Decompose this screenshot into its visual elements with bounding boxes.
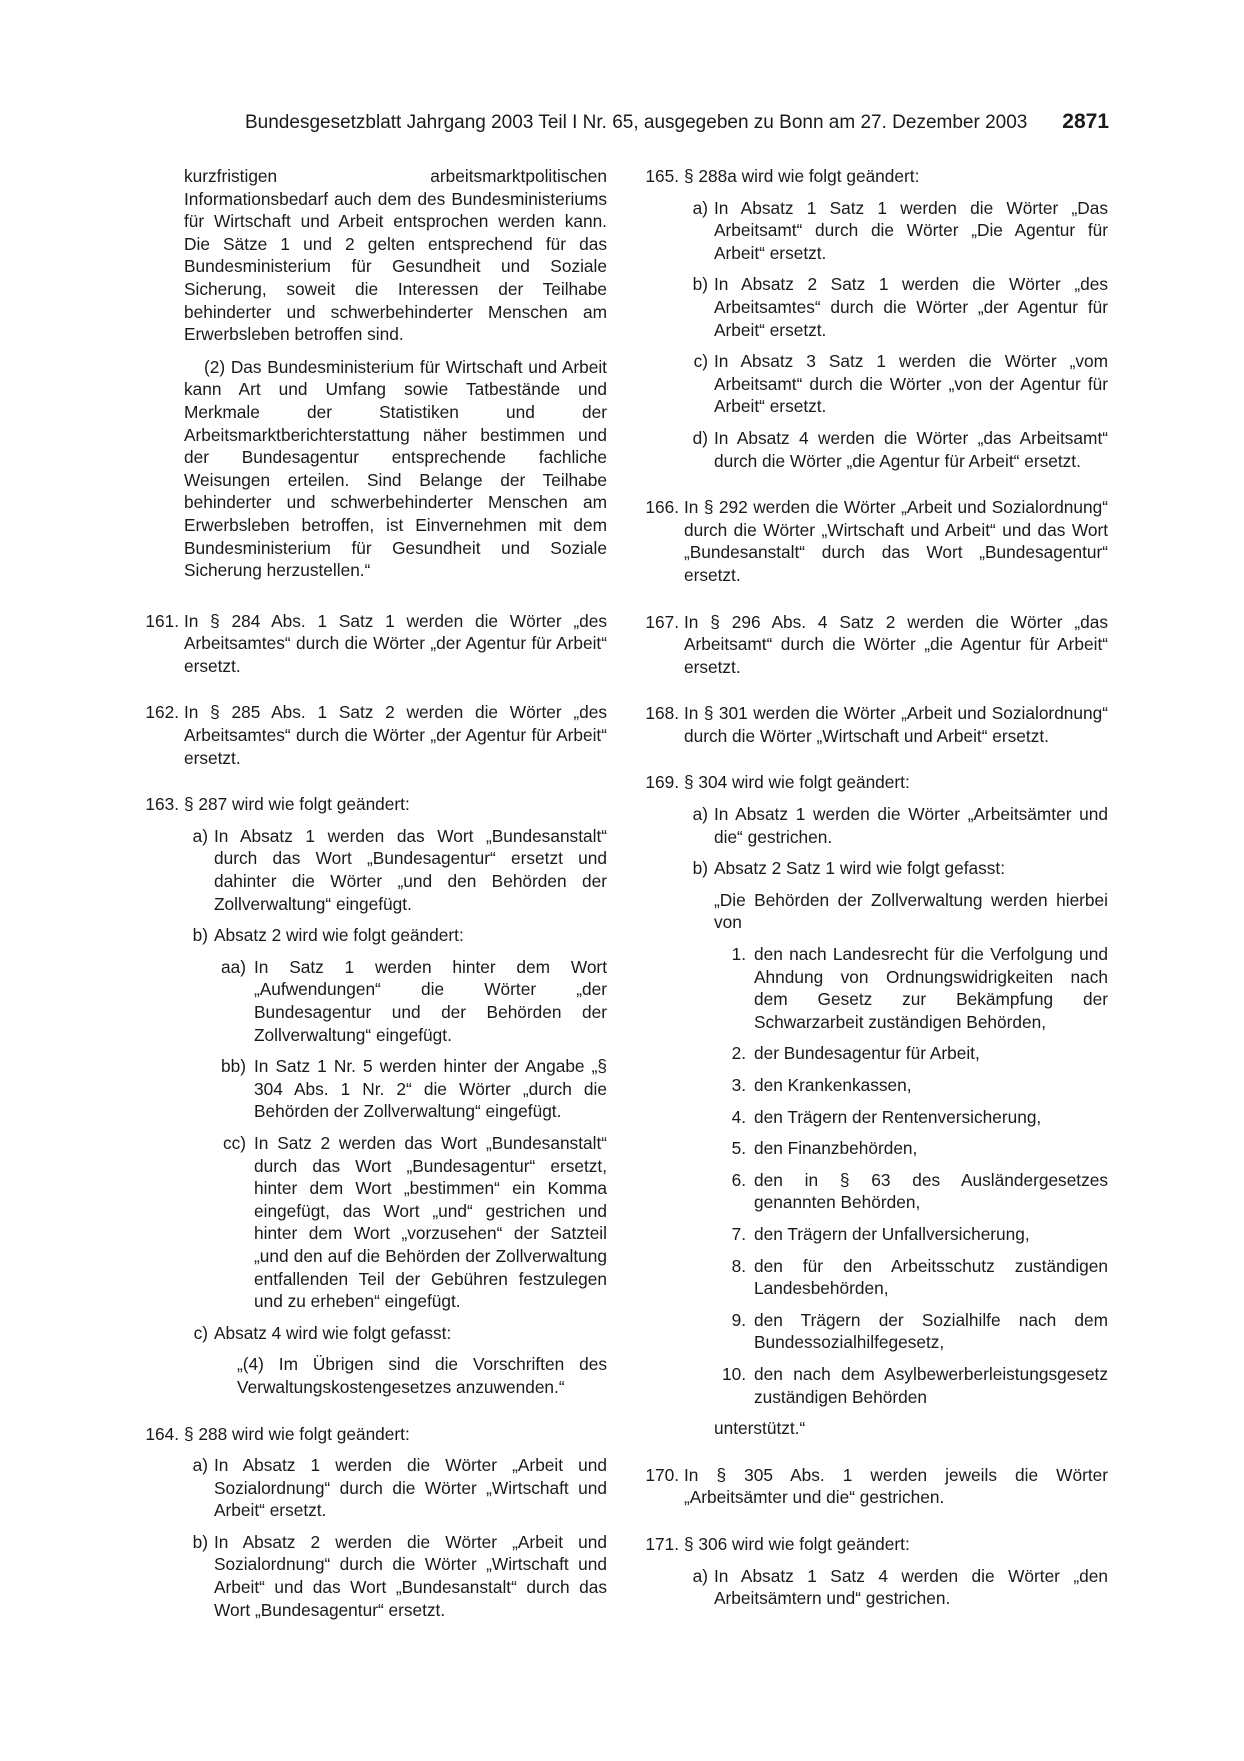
list-item-text: den Trägern der Sozialhilfe nach dem Bundessozialhilfegesetz, [754, 1309, 1108, 1353]
running-header: Bundesgesetzblatt Jahrgang 2003 Teil I Nr. 65, ausgegeben zu Bonn am 27. Dezember 2003 [245, 112, 1028, 133]
sub-item-text: In Absatz 1 werden die Wörter „Arbeitsämter und die“ gestrichen. [714, 804, 1108, 847]
item-number: 163. [145, 794, 179, 815]
quoted-intro: „Die Behörden der Zollverwaltung werden hierbei von [714, 889, 1108, 933]
item-text: § 288 wird wie folgt geändert: [184, 1423, 410, 1444]
amendment-item-171 [635, 1533, 1108, 1610]
list-item-label: 8. [731, 1255, 746, 1276]
sub-item-a [684, 197, 1108, 265]
sub-item-text: Absatz 2 Satz 1 wird wie folgt gefasst: [714, 858, 1006, 879]
sub-item-b [184, 924, 607, 1313]
list-item-text: der Bundesagentur für Arbeit, [754, 1043, 980, 1064]
amendment-item-161 [135, 610, 607, 678]
list-item [714, 1255, 1108, 1300]
list-item-label: 2. [731, 1043, 746, 1064]
item-number: 164. [145, 1423, 179, 1444]
amendment-item-166 [635, 496, 1108, 586]
list-item [714, 1169, 1108, 1214]
continued-paragraph: (2) Das Bundesministerium für Wirtschaft und Arbeit kann Art und Umfang sowie Tatbestände und Merkmale der Statistiken und der Arbeitsmarktberichterstattung näher bestimmen und der Bundesagentur entsprechende fachliche Weisungen erteilen. Sind Belange der Teilhabe behinderter und schwerbehinderter Menschen am Erwerbsleben betroffen, ist Einvernehmen mit dem Bundesministerium für Gesundheit und Soziale Sicherung herzustellen.“ [184, 356, 607, 581]
list-item-label: 5. [731, 1138, 746, 1159]
item-number: 170. [645, 1464, 679, 1485]
item-text: In § 305 Abs. 1 werden jeweils die Wörter „Arbeitsämter und die“ gestrichen. [684, 1464, 1108, 1508]
list-item [714, 1223, 1108, 1246]
sub-sub-item-text: In Satz 1 werden hinter dem Wort „Aufwendungen“ die Wörter „der Bundesagentur und der Behörden der Zollverwaltung“ eingefügt. [254, 956, 607, 1045]
sub-item-c [684, 350, 1108, 418]
sub-item-text: Absatz 2 wird wie folgt geändert: [214, 925, 464, 946]
sub-item-label: d) [692, 427, 708, 448]
list-item-text: den nach Landesrecht für die Verfolgung und Ahndung von Ordnungswidrigkeiten nach dem Gesetz zur Bekämpfung der Schwarzarbeit zuständigen Behörden, [754, 944, 1108, 1032]
list-item-label: 4. [731, 1106, 746, 1127]
page-header [0, 110, 1244, 140]
list-item-label: 7. [731, 1223, 746, 1244]
item-number: 169. [645, 772, 679, 793]
list-item [714, 1106, 1108, 1129]
sub-item-label: a) [192, 1455, 208, 1476]
sub-sub-item-label: aa) [221, 956, 246, 977]
list-item-text: den Krankenkassen, [754, 1075, 912, 1095]
sub-item-text: In Absatz 1 werden die Wörter „Arbeit und Sozialordnung“ durch die Wörter „Wirtschaft und Arbeit“ ersetzt. [214, 1455, 607, 1521]
item-number: 167. [645, 611, 679, 632]
list-item-label: 10. [721, 1363, 746, 1384]
item-text: § 287 wird wie folgt geändert: [184, 794, 410, 815]
sub-item-label: c) [193, 1322, 208, 1343]
list-item-label: 6. [731, 1169, 746, 1190]
sub-item-label: b) [192, 1531, 208, 1552]
continued-paragraph: kurzfristigen arbeitsmarktpolitischen Informationsbedarf auch dem des Bundesministeriums für Wirtschaft und Arbeit entsprochen werden kann. Die Sätze 1 und 2 gelten entsprechend für das Bundesministerium für Gesundheit und Soziale Sicherung, soweit die Interessen der Teilhabe behinderter und schwerbehinderter Menschen am Erwerbsleben betroffen sind. [184, 166, 607, 345]
list-item-text: den Trägern der Unfallversicherung, [754, 1223, 1030, 1244]
item-text: In § 292 werden die Wörter „Arbeit und Sozialordnung“ durch die Wörter „Wirtschaft und Arbeit“ und das Wort „Bundesanstalt“ durch das Wort „Bundesagentur“ ersetzt. [684, 497, 1108, 585]
page-number: 2871 [1062, 110, 1109, 133]
list-item [714, 1363, 1108, 1408]
sub-sub-item-text: In Satz 1 Nr. 5 werden hinter der Angabe „§ 304 Abs. 1 Nr. 2“ die Wörter „durch die Behörden der Zollverwaltung“ eingefügt. [254, 1056, 607, 1122]
item-text: In § 284 Abs. 1 Satz 1 werden die Wörter „des Arbeitsamtes“ durch die Wörter „der Agentur für Arbeit“ ersetzt. [184, 610, 607, 676]
sub-item-text: In Absatz 2 Satz 1 werden die Wörter „des Arbeitsamtes“ durch die Wörter „der Agentur für Arbeit“ ersetzt. [714, 274, 1108, 340]
list-item-text: den für den Arbeitsschutz zuständigen Landesbehörden, [754, 1255, 1108, 1299]
item-number: 162. [145, 702, 179, 723]
left-column [135, 165, 607, 1645]
list-item-text: den in § 63 des Ausländergesetzes genannten Behörden, [754, 1169, 1108, 1213]
sub-item-label: b) [192, 925, 208, 946]
item-number: 165. [645, 166, 679, 186]
amendment-item-163 [135, 793, 607, 1398]
sub-sub-item-bb [214, 1055, 607, 1123]
item-number: 166. [645, 497, 679, 518]
amendment-item-168 [635, 702, 1108, 747]
sub-item-b [184, 1531, 607, 1621]
list-item-label: 1. [731, 944, 746, 965]
list-item-text: den nach dem Asylbewerberleistungsgesetz zuständigen Behörden [754, 1363, 1108, 1407]
item-text: In § 301 werden die Wörter „Arbeit und Sozialordnung“ durch die Wörter „Wirtschaft und Arbeit“ ersetzt. [684, 703, 1108, 746]
list-item-label: 9. [731, 1309, 746, 1330]
quoted-closing: unterstützt.“ [714, 1418, 806, 1439]
sub-item-a [184, 825, 607, 915]
sub-sub-item-label: bb) [221, 1056, 246, 1077]
amendment-item-167 [635, 611, 1108, 679]
item-number: 171. [645, 1533, 679, 1554]
sub-item-label: c) [693, 351, 708, 372]
sub-item-label: a) [192, 825, 208, 846]
right-column [635, 165, 1108, 1634]
sub-item-text: In Absatz 3 Satz 1 werden die Wörter „vom Arbeitsamt“ durch die Wörter „von der Agentur für Arbeit“ ersetzt. [714, 351, 1108, 417]
sub-item-text: In Absatz 1 Satz 1 werden die Wörter „Das Arbeitsamt“ durch die Wörter „Die Agentur für Arbeit“ ersetzt. [714, 197, 1108, 263]
list-item-text: den Finanzbehörden, [754, 1138, 918, 1159]
list-item [714, 1074, 1108, 1097]
sub-item-d [684, 427, 1108, 472]
sub-item-a [684, 1565, 1108, 1610]
sub-item-b [684, 857, 1108, 1439]
amendment-item-165 [635, 165, 1108, 472]
item-text: § 306 wird wie folgt geändert: [684, 1533, 910, 1554]
sub-item-text: In Absatz 1 Satz 4 werden die Wörter „den Arbeitsämtern und“ gestrichen. [714, 1565, 1108, 1609]
sub-item-text: In Absatz 2 werden die Wörter „Arbeit und Sozialordnung“ durch die Wörter „Wirtschaft und Arbeit“ und das Wort „Bundesanstalt“ durch das Wort „Bundesagentur“ ersetzt. [214, 1531, 607, 1620]
amendment-item-162 [135, 701, 607, 769]
item-text: In § 296 Abs. 4 Satz 2 werden die Wörter „das Arbeitsamt“ durch die Wörter „die Agentur für Arbeit“ ersetzt. [684, 611, 1108, 677]
sub-item-label: a) [692, 804, 708, 825]
item-text: § 304 wird wie folgt geändert: [684, 772, 910, 793]
quoted-text: „(4) Im Übrigen sind die Vorschriften des Verwaltungskostengesetzes anzuwenden.“ [237, 1354, 607, 1397]
sub-sub-item-aa [214, 956, 607, 1046]
item-number: 168. [645, 703, 679, 724]
sub-item-b [684, 273, 1108, 341]
sub-item-label: a) [692, 1565, 708, 1586]
list-item-label: 3. [731, 1075, 746, 1095]
sub-sub-item-label: cc) [222, 1132, 246, 1153]
list-item-text: den Trägern der Rentenversicherung, [754, 1106, 1042, 1127]
item-number: 161. [145, 610, 179, 631]
sub-item-label: a) [692, 197, 708, 218]
sub-item-text: In Absatz 1 werden das Wort „Bundesanstalt“ durch das Wort „Bundesagentur“ ersetzt und dahinter die Wörter „und den Behörden der Zollverwaltung“ eingefügt. [214, 825, 607, 914]
sub-item-text: In Absatz 4 werden die Wörter „das Arbeitsamt“ durch die Wörter „die Agentur für Arbeit“ ersetzt. [714, 427, 1108, 471]
sub-item-a [684, 803, 1108, 848]
sub-item-label: b) [692, 274, 708, 295]
sub-item-label: b) [692, 858, 708, 879]
list-item [714, 943, 1108, 1033]
amendment-item-164 [135, 1423, 607, 1622]
item-text: § 288a wird wie folgt geändert: [684, 166, 920, 186]
sub-item-a [184, 1454, 607, 1522]
item-text: In § 285 Abs. 1 Satz 2 werden die Wörter „des Arbeitsamtes“ durch die Wörter „der Agentur für Arbeit“ ersetzt. [184, 702, 607, 768]
sub-item-text: Absatz 4 wird wie folgt gefasst: [214, 1322, 452, 1343]
list-item [714, 1137, 1108, 1160]
amendment-item-169 [635, 771, 1108, 1439]
sub-item-c [184, 1322, 607, 1399]
sub-sub-item-text: In Satz 2 werden das Wort „Bundesanstalt“ durch das Wort „Bundesagentur“ ersetzt, hinter dem Wort „bestimmen“ ein Komma eingefügt, das Wort „und“ gestrichen und hinter dem Wort „vorzusehen“ der Satzteil „und den auf die Behörden der Zollverwaltung entfallenden Teil der Gebühren festzulegen und zu erheben“ eingefügt. [254, 1132, 607, 1312]
list-item [714, 1309, 1108, 1354]
amendment-item-170 [635, 1464, 1108, 1509]
sub-sub-item-cc [214, 1132, 607, 1313]
list-item [714, 1042, 1108, 1065]
